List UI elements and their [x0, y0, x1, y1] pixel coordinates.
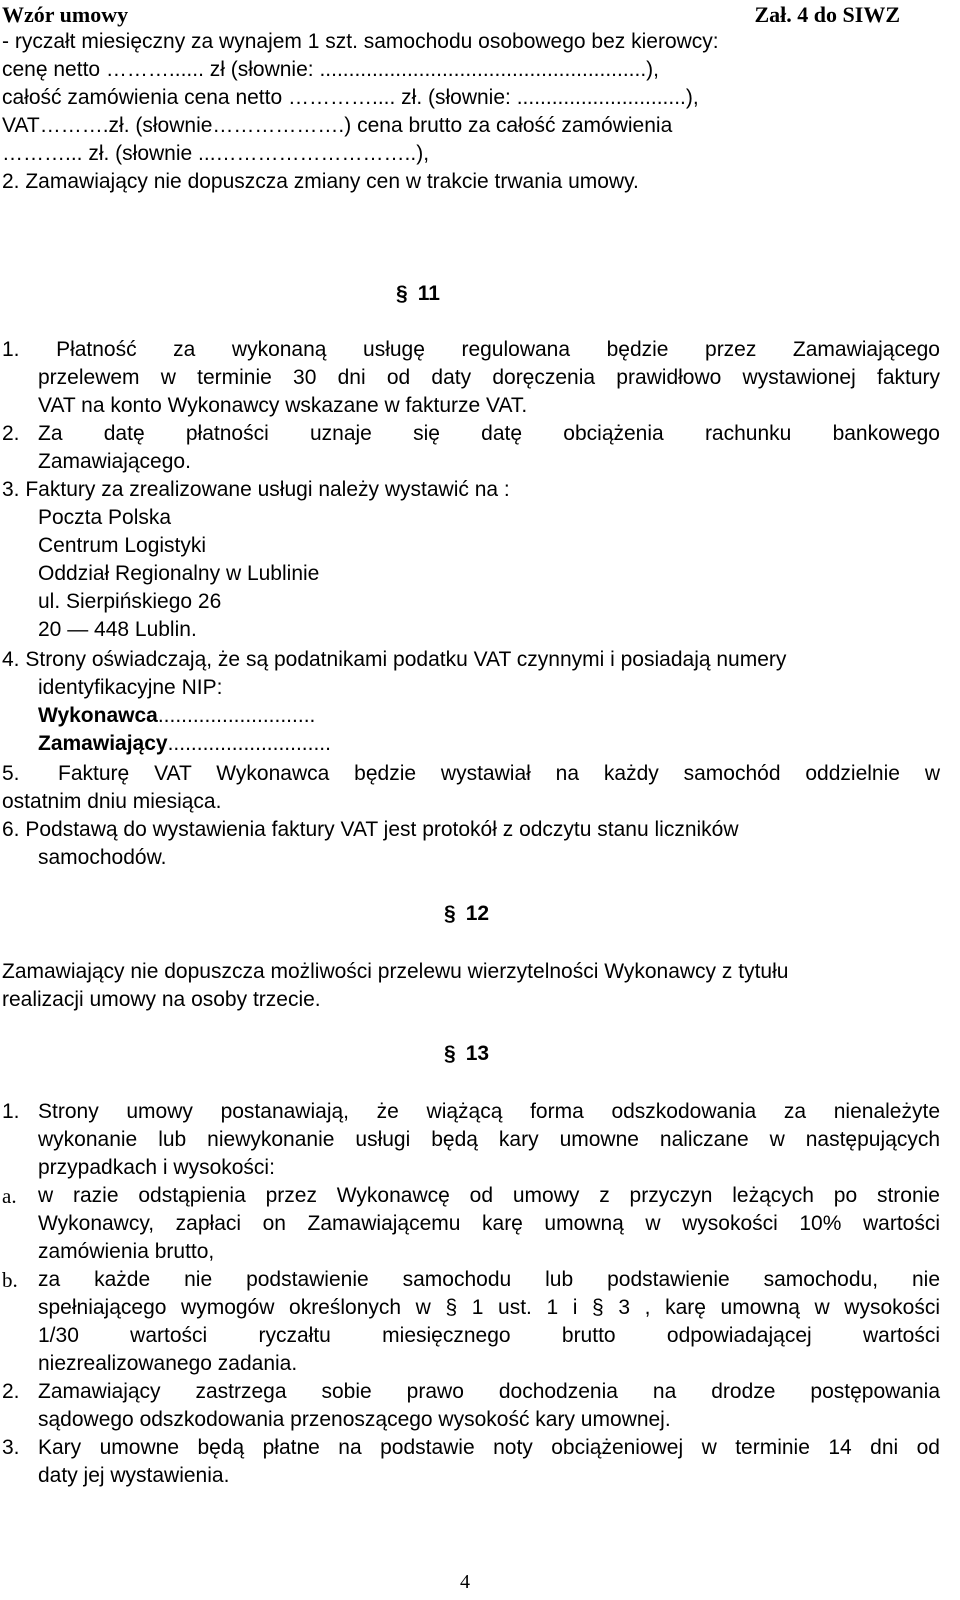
s13-item-b-line2: spełniającego wymogów określonych w § 1 ust. 1 i § 3 , karę umowną w wysokości	[38, 1296, 940, 1319]
s13-item-a-line3: zamówienia brutto,	[38, 1240, 215, 1263]
s13-item-a-line1: w razie odstąpienia przez Wykonawcę od umowy z przyczyn leżących po stronie	[38, 1184, 940, 1207]
section-number: 11	[417, 282, 440, 305]
s12-text-line2: realizacji umowy na osoby trzecie.	[2, 988, 321, 1011]
client-label: Zamawiający	[38, 732, 168, 755]
s11-p4-line2: identyfikacyjne NIP:	[38, 676, 223, 699]
s11-p6-line1: 6. Podstawą do wystawienia faktury VAT jest protokół z odczytu stanu liczników	[2, 818, 739, 841]
s13-p2-line1: Zamawiający zastrzega sobie prawo dochodzenia na drodze postępowania	[38, 1380, 940, 1403]
contractor-nip-dots: ...........................	[157, 704, 316, 727]
contractor-nip-line	[38, 702, 315, 730]
s11-p2-number: 2.	[2, 422, 20, 445]
contractor-label: Wykonawca	[38, 704, 158, 727]
s13-item-b-letter: b.	[2, 1268, 18, 1292]
address-line-4: ul. Sierpińskiego 26	[38, 590, 222, 613]
price-line-3: całość zamówienia cena netto ………….... zł. (słownie: .............................),	[2, 86, 699, 109]
s13-p1-line3: przypadkach i wysokości:	[38, 1156, 275, 1179]
s13-p2-line2: sądowego odszkodowania przenoszącego wysokość kary umownej.	[38, 1408, 671, 1431]
s13-p2-number: 2.	[2, 1380, 20, 1403]
s13-p1-line1: Strony umowy postanawiają, że wiążącą forma odszkodowania za nienależyte	[38, 1100, 940, 1123]
s11-p1-line2: przelewem w terminie 30 dni od daty doręczenia prawidłowo wystawionej faktury	[38, 366, 940, 389]
s11-p3: 3. Faktury za zrealizowane usługi należy wystawić na :	[2, 478, 510, 501]
s13-item-a-line2: Wykonawcy, zapłaci on Zamawiającemu karę umowną w wysokości 10% wartości	[38, 1212, 940, 1235]
section-13-heading	[444, 1042, 489, 1066]
s13-item-b-line1: za każde nie podstawienie samochodu lub podstawienie samochodu, nie	[38, 1268, 940, 1291]
section-number: 12	[465, 902, 490, 925]
s11-p2-line1: Za datę płatności uznaje się datę obciążenia rachunku bankowego	[38, 422, 940, 445]
s11-p5-line2: ostatnim dniu miesiąca.	[2, 790, 222, 813]
section-sign: §	[444, 1042, 456, 1065]
doc-header-right: Zał. 4 do SIWZ	[754, 2, 900, 27]
s13-p3-number: 3.	[2, 1436, 20, 1459]
section-12-heading	[444, 902, 489, 926]
price-line-5: ………... zł. (słownie ...………………………..),	[2, 142, 430, 165]
price-line-2: cenę netto ………...... zł (słownie: ........................................................),	[2, 58, 660, 81]
address-line-5: 20 — 448 Lublin.	[38, 618, 197, 641]
s11-p5-number: 5.	[2, 762, 20, 785]
s11-p6-line2: samochodów.	[38, 846, 167, 869]
address-line-2: Centrum Logistyki	[38, 534, 207, 557]
no-price-change-clause: 2. Zamawiający nie dopuszcza zmiany cen w trakcie trwania umowy.	[2, 170, 639, 193]
price-line-1: - ryczałt miesięczny za wynajem 1 szt. samochodu osobowego bez kierowcy:	[2, 30, 719, 53]
s13-item-b-line4: niezrealizowanego zadania.	[38, 1352, 298, 1375]
address-line-1: Poczta Polska	[38, 506, 172, 529]
s11-p2-line2: Zamawiającego.	[38, 450, 191, 473]
section-11-heading	[396, 282, 440, 306]
s13-p3-line1: Kary umowne będą płatne na podstawie noty obciążeniowej w terminie 14 dni od	[38, 1436, 940, 1459]
client-nip-dots: ............................	[167, 732, 331, 755]
s13-p1-line2: wykonanie lub niewykonanie usługi będą kary umowne naliczane w następujących	[38, 1128, 940, 1151]
price-line-4: VAT……….zł. (słownie……………….) cena brutto za całość zamówienia	[2, 114, 673, 137]
s11-p1-line3: VAT na konto Wykonawcy wskazane w fakturze VAT.	[38, 394, 528, 417]
doc-header-left: Wzór umowy	[2, 2, 129, 27]
s11-p5-line1: Fakturę VAT Wykonawca będzie wystawiał na każdy samochód oddzielnie w	[58, 762, 940, 785]
s11-p1-line1: 1. Płatność za wykonaną usługę regulowana będzie przez Zamawiającego	[2, 338, 940, 361]
s13-item-b-line3: 1/30 wartości ryczałtu miesięcznego brutto odpowiadającej wartości	[38, 1324, 940, 1347]
page-number: 4	[460, 1571, 470, 1593]
section-sign: §	[396, 282, 408, 305]
address-line-3: Oddział Regionalny w Lublinie	[38, 562, 320, 585]
s13-p3-line2: daty jej wystawienia.	[38, 1464, 230, 1487]
section-sign: §	[444, 902, 456, 925]
s12-text-line1: Zamawiający nie dopuszcza możliwości przelewu wierzytelności Wykonawcy z tytułu	[2, 960, 789, 983]
section-number: 13	[465, 1042, 490, 1065]
s13-item-a-letter: a.	[2, 1184, 17, 1208]
s11-p4-line1: 4. Strony oświadczają, że są podatnikami podatku VAT czynnymi i posiadają numery	[2, 648, 787, 671]
s13-p1-number: 1.	[2, 1100, 20, 1123]
client-nip-line	[38, 730, 331, 758]
